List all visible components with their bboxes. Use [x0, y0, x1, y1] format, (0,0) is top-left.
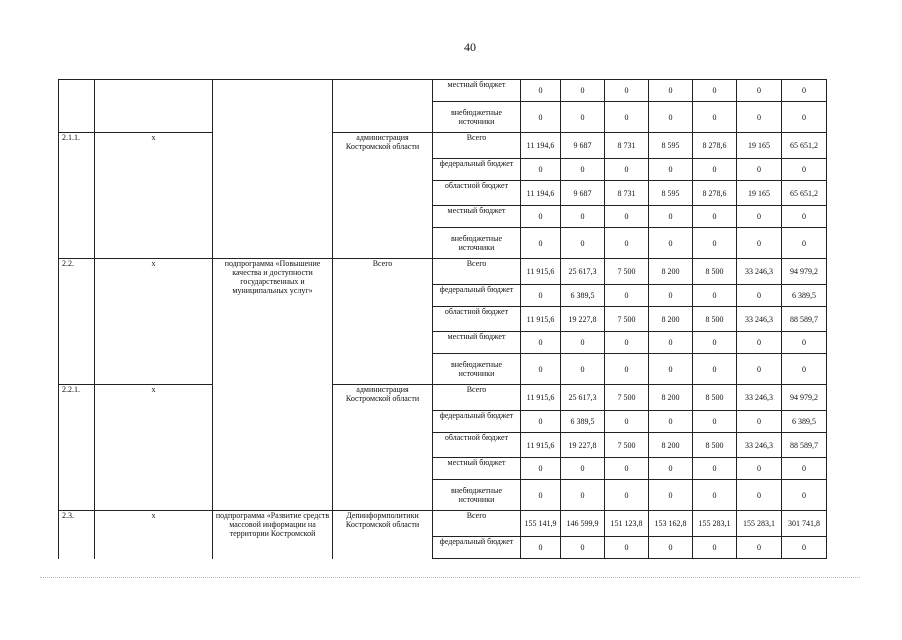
row-name: подпрограмма «Развитие средств массовой информации на территории Костромской — [213, 511, 333, 559]
row-name — [213, 80, 333, 133]
amount-cell: 0 — [605, 411, 649, 433]
amount-cell: 0 — [693, 332, 737, 354]
amount-cell: 0 — [521, 80, 561, 102]
funding-source: федеральный бюджет — [433, 537, 521, 559]
amount-cell: 8 278,6 — [693, 181, 737, 206]
amount-cell: 33 246,3 — [737, 433, 782, 458]
amount-cell: 65 651,2 — [782, 181, 827, 206]
row-code: 2.3. — [59, 511, 95, 559]
table-row — [59, 80, 827, 102]
amount-cell: 0 — [782, 159, 827, 181]
row-code: 2.1.1. — [59, 133, 95, 259]
amount-cell: 0 — [605, 159, 649, 181]
row-marker — [95, 80, 213, 133]
amount-cell: 0 — [561, 480, 605, 511]
amount-cell: 0 — [693, 206, 737, 228]
amount-cell: 0 — [737, 80, 782, 102]
funding-source: областной бюджет — [433, 181, 521, 206]
amount-cell: 0 — [782, 354, 827, 385]
funding-source: внебюджетные источники — [433, 102, 521, 133]
row-marker: х — [95, 259, 213, 385]
amount-cell: 8 500 — [693, 385, 737, 411]
amount-cell: 0 — [649, 354, 693, 385]
amount-cell: 8 731 — [605, 181, 649, 206]
amount-cell: 0 — [782, 458, 827, 480]
amount-cell: 7 500 — [605, 307, 649, 332]
amount-cell: 6 389,5 — [561, 285, 605, 307]
amount-cell: 301 741,8 — [782, 511, 827, 537]
amount-cell: 0 — [649, 102, 693, 133]
amount-cell: 0 — [782, 537, 827, 559]
amount-cell: 0 — [561, 80, 605, 102]
budget-table — [58, 79, 827, 559]
row-executor: администрация Костромской области — [333, 133, 433, 259]
funding-source: местный бюджет — [433, 458, 521, 480]
amount-cell: 7 500 — [605, 433, 649, 458]
amount-cell: 6 389,5 — [561, 411, 605, 433]
amount-cell: 0 — [521, 458, 561, 480]
amount-cell: 33 246,3 — [737, 385, 782, 411]
amount-cell: 0 — [737, 537, 782, 559]
amount-cell: 0 — [561, 354, 605, 385]
row-executor — [333, 80, 433, 133]
row-marker: х — [95, 133, 213, 259]
amount-cell: 11 194,6 — [521, 133, 561, 159]
amount-cell: 0 — [561, 228, 605, 259]
amount-cell: 0 — [737, 480, 782, 511]
amount-cell: 0 — [782, 206, 827, 228]
funding-source: местный бюджет — [433, 80, 521, 102]
amount-cell: 0 — [693, 285, 737, 307]
amount-cell: 155 283,1 — [693, 511, 737, 537]
amount-cell: 0 — [561, 332, 605, 354]
amount-cell: 0 — [649, 537, 693, 559]
row-executor: администрация Костромской области — [333, 385, 433, 511]
row-marker: х — [95, 511, 213, 559]
amount-cell: 0 — [737, 411, 782, 433]
row-code — [59, 80, 95, 133]
amount-cell: 0 — [649, 80, 693, 102]
amount-cell: 8 200 — [649, 433, 693, 458]
amount-cell: 0 — [521, 206, 561, 228]
amount-cell: 0 — [521, 537, 561, 559]
amount-cell: 0 — [649, 228, 693, 259]
amount-cell: 8 731 — [605, 133, 649, 159]
amount-cell: 155 283,1 — [737, 511, 782, 537]
amount-cell: 0 — [521, 332, 561, 354]
funding-source: Всего — [433, 259, 521, 285]
amount-cell: 0 — [605, 285, 649, 307]
amount-cell: 0 — [737, 206, 782, 228]
funding-source: Всего — [433, 385, 521, 411]
amount-cell: 0 — [605, 537, 649, 559]
amount-cell: 11 915,6 — [521, 385, 561, 411]
amount-cell: 19 165 — [737, 133, 782, 159]
amount-cell: 0 — [782, 80, 827, 102]
amount-cell: 0 — [737, 285, 782, 307]
amount-cell: 0 — [693, 458, 737, 480]
amount-cell: 0 — [605, 354, 649, 385]
amount-cell: 0 — [561, 537, 605, 559]
funding-source: внебюджетные источники — [433, 228, 521, 259]
amount-cell: 88 589,7 — [782, 433, 827, 458]
amount-cell: 25 617,3 — [561, 259, 605, 285]
funding-source: местный бюджет — [433, 206, 521, 228]
row-executor: Всего — [333, 259, 433, 385]
amount-cell: 151 123,8 — [605, 511, 649, 537]
row-name: подпрограмма «Повышение качества и доступности государственных и муниципальных услуг» — [213, 259, 333, 385]
amount-cell: 0 — [737, 159, 782, 181]
amount-cell: 0 — [649, 332, 693, 354]
amount-cell: 0 — [605, 80, 649, 102]
amount-cell: 8 200 — [649, 307, 693, 332]
amount-cell: 7 500 — [605, 385, 649, 411]
row-name — [213, 133, 333, 259]
amount-cell: 0 — [521, 102, 561, 133]
amount-cell: 0 — [605, 102, 649, 133]
amount-cell: 0 — [693, 411, 737, 433]
amount-cell: 9 687 — [561, 181, 605, 206]
amount-cell: 0 — [649, 458, 693, 480]
funding-source: федеральный бюджет — [433, 285, 521, 307]
table-row — [59, 133, 827, 159]
amount-cell: 11 194,6 — [521, 181, 561, 206]
amount-cell: 0 — [693, 159, 737, 181]
amount-cell: 11 915,6 — [521, 259, 561, 285]
amount-cell: 8 500 — [693, 259, 737, 285]
amount-cell: 0 — [521, 228, 561, 259]
amount-cell: 0 — [561, 206, 605, 228]
amount-cell: 8 500 — [693, 307, 737, 332]
amount-cell: 0 — [605, 332, 649, 354]
amount-cell: 0 — [649, 206, 693, 228]
amount-cell: 0 — [649, 480, 693, 511]
amount-cell: 0 — [737, 332, 782, 354]
funding-source: областной бюджет — [433, 307, 521, 332]
table-row — [59, 511, 827, 537]
amount-cell: 0 — [521, 285, 561, 307]
amount-cell: 0 — [737, 354, 782, 385]
amount-cell: 0 — [649, 285, 693, 307]
amount-cell: 0 — [782, 332, 827, 354]
amount-cell: 153 162,8 — [649, 511, 693, 537]
amount-cell: 9 687 — [561, 133, 605, 159]
table-row — [59, 385, 827, 411]
amount-cell: 19 227,8 — [561, 433, 605, 458]
amount-cell: 0 — [782, 228, 827, 259]
amount-cell: 0 — [561, 159, 605, 181]
funding-source: Всего — [433, 511, 521, 537]
funding-source: местный бюджет — [433, 332, 521, 354]
amount-cell: 0 — [561, 458, 605, 480]
amount-cell: 0 — [521, 411, 561, 433]
amount-cell: 0 — [737, 102, 782, 133]
amount-cell: 0 — [693, 80, 737, 102]
amount-cell: 0 — [521, 354, 561, 385]
amount-cell: 0 — [605, 480, 649, 511]
amount-cell: 0 — [693, 537, 737, 559]
amount-cell: 0 — [693, 354, 737, 385]
amount-cell: 0 — [605, 206, 649, 228]
amount-cell: 0 — [561, 102, 605, 133]
table-row — [59, 259, 827, 285]
amount-cell: 65 651,2 — [782, 133, 827, 159]
amount-cell: 8 200 — [649, 259, 693, 285]
row-marker: х — [95, 385, 213, 511]
amount-cell: 0 — [782, 102, 827, 133]
amount-cell: 88 589,7 — [782, 307, 827, 332]
funding-source: Всего — [433, 133, 521, 159]
amount-cell: 0 — [693, 228, 737, 259]
row-code: 2.2. — [59, 259, 95, 385]
funding-source: федеральный бюджет — [433, 159, 521, 181]
funding-source: областной бюджет — [433, 433, 521, 458]
amount-cell: 0 — [649, 159, 693, 181]
amount-cell: 25 617,3 — [561, 385, 605, 411]
amount-cell: 94 979,2 — [782, 385, 827, 411]
row-name — [213, 385, 333, 511]
amount-cell: 0 — [649, 411, 693, 433]
row-executor: Депинформполитики Костромской области — [333, 511, 433, 559]
amount-cell: 6 389,5 — [782, 285, 827, 307]
row-code: 2.2.1. — [59, 385, 95, 511]
funding-source: федеральный бюджет — [433, 411, 521, 433]
amount-cell: 0 — [737, 228, 782, 259]
amount-cell: 94 979,2 — [782, 259, 827, 285]
funding-source: внебюджетные источники — [433, 354, 521, 385]
amount-cell: 11 915,6 — [521, 307, 561, 332]
amount-cell: 0 — [521, 159, 561, 181]
amount-cell: 0 — [693, 102, 737, 133]
amount-cell: 11 915,6 — [521, 433, 561, 458]
amount-cell: 19 165 — [737, 181, 782, 206]
amount-cell: 155 141,9 — [521, 511, 561, 537]
amount-cell: 0 — [605, 458, 649, 480]
scan-artifact-line — [40, 577, 860, 578]
amount-cell: 0 — [521, 480, 561, 511]
amount-cell: 8 278,6 — [693, 133, 737, 159]
funding-source: внебюджетные источники — [433, 480, 521, 511]
page-number: 40 — [464, 40, 476, 54]
amount-cell: 6 389,5 — [782, 411, 827, 433]
amount-cell: 8 200 — [649, 385, 693, 411]
amount-cell: 19 227,8 — [561, 307, 605, 332]
amount-cell: 8 500 — [693, 433, 737, 458]
amount-cell: 0 — [693, 480, 737, 511]
amount-cell: 33 246,3 — [737, 259, 782, 285]
amount-cell: 8 595 — [649, 133, 693, 159]
amount-cell: 0 — [782, 480, 827, 511]
amount-cell: 7 500 — [605, 259, 649, 285]
amount-cell: 146 599,9 — [561, 511, 605, 537]
amount-cell: 8 595 — [649, 181, 693, 206]
amount-cell: 33 246,3 — [737, 307, 782, 332]
amount-cell: 0 — [737, 458, 782, 480]
amount-cell: 0 — [605, 228, 649, 259]
